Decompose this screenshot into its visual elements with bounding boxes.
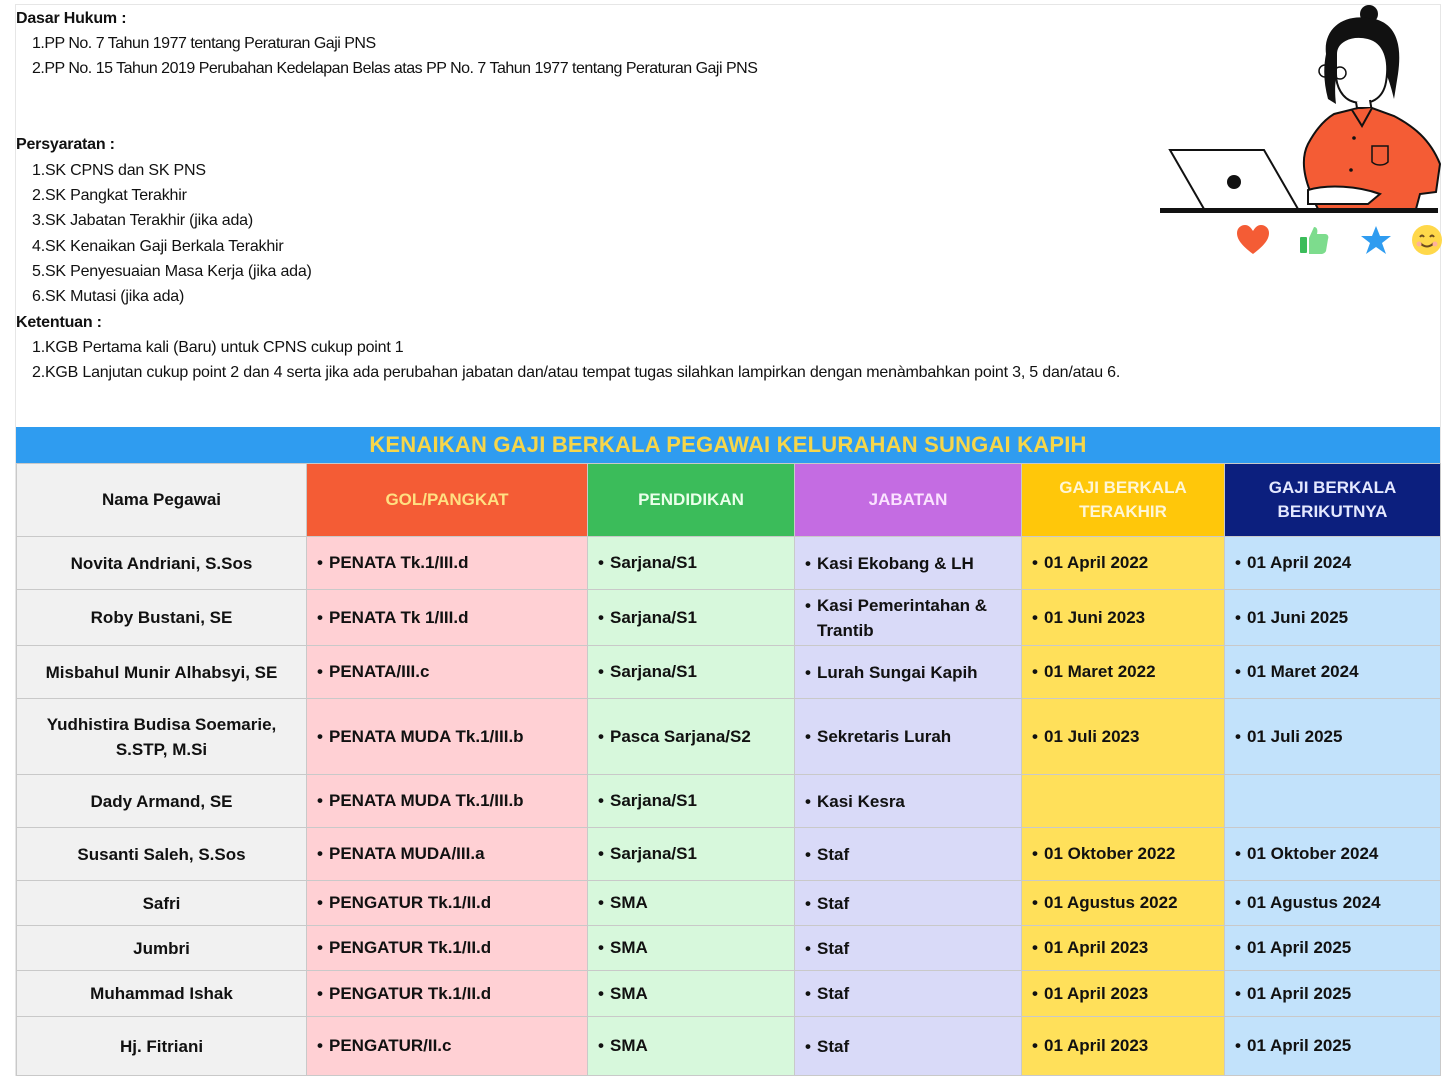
bullet-dot: • — [1032, 844, 1038, 863]
cell-gaji-berkala-terakhir — [1022, 646, 1225, 699]
cell-nama-pegawai: Yudhistira Budisa Soemarie, S.STP, M.Si — [17, 699, 307, 775]
cell-gaji-berkala-terakhir — [1022, 775, 1225, 828]
bullet-dot: • — [1235, 893, 1241, 912]
header-nama-pegawai: Nama Pegawai — [17, 464, 307, 537]
bullet-item — [598, 938, 784, 958]
bullet-dot: • — [1235, 983, 1241, 1003]
persyaratan-item: 3.SK Jabatan Terakhir (jika ada) — [32, 212, 253, 229]
bullet-item — [598, 844, 784, 864]
bullet-item — [1032, 608, 1214, 628]
cell-text: 01 April 2023 — [1044, 938, 1149, 957]
bullet-item — [317, 1036, 577, 1056]
bullet-dot: • — [805, 844, 811, 864]
cell-jabatan — [795, 699, 1022, 775]
bullet-item — [317, 727, 577, 747]
header-pendidikan: PENDIDIKAN — [588, 464, 795, 537]
cell-jabatan — [795, 828, 1022, 881]
bullet-item — [805, 891, 1011, 916]
bullet-item — [805, 660, 1011, 685]
reactions-bar — [1236, 224, 1446, 258]
cell-text: SMA — [610, 1036, 648, 1055]
cell-nama-pegawai: Hj. Fitriani — [17, 1017, 307, 1076]
bullet-item — [1235, 553, 1430, 573]
bullet-item — [598, 608, 784, 628]
bullet-dot: • — [805, 553, 811, 573]
cell-jabatan — [795, 646, 1022, 699]
cell-gol-pangkat — [307, 590, 588, 646]
cell-gol-pangkat — [307, 971, 588, 1017]
table-row — [17, 971, 1441, 1017]
cell-text: 01 April 2025 — [1247, 938, 1352, 957]
cell-text: 01 Oktober 2024 — [1247, 844, 1379, 863]
cell-gaji-berkala-berikutnya — [1225, 590, 1441, 646]
bullet-dot: • — [805, 727, 811, 746]
bullet-dot: • — [805, 984, 811, 1003]
table-row — [17, 881, 1441, 926]
cell-text: Kasi Ekobang & LH — [817, 553, 974, 573]
ketentuan-item: 2.KGB Lanjutan cukup point 2 dan 4 serta jika ada perubahan jabatan dan/atau tempat tugas silahkan lampirkan dengan menàmbahkan point 3, 5 dan/atau 6. — [32, 364, 1121, 381]
bullet-item — [1032, 727, 1214, 747]
header-jabatan: JABATAN — [795, 464, 1022, 537]
cell-gaji-berkala-terakhir — [1022, 881, 1225, 926]
bullet-item — [317, 984, 577, 1004]
bullet-dot: • — [1235, 1036, 1241, 1055]
cell-gol-pangkat — [307, 646, 588, 699]
cell-text: 01 April 2025 — [1247, 983, 1352, 1003]
cell-text: Kasi Pemerintahan & Trantib — [817, 595, 988, 640]
header-gaji-berkala-terakhir: GAJI BERKALA TERAKHIR — [1022, 464, 1225, 537]
cell-gol-pangkat — [307, 775, 588, 828]
persyaratan-item: 6.SK Mutasi (jika ada) — [32, 288, 185, 305]
bullet-item — [1235, 984, 1430, 1004]
cell-nama-pegawai: Misbahul Munir Alhabsyi, SE — [17, 646, 307, 699]
bullet-dot: • — [598, 1036, 604, 1055]
cell-pendidikan — [588, 646, 795, 699]
cell-text: PENATA MUDA Tk.1/III.b — [329, 726, 524, 746]
table-body — [17, 537, 1441, 1076]
cell-pendidikan — [588, 828, 795, 881]
bullet-dot: • — [598, 553, 604, 572]
bullet-item — [1235, 893, 1430, 913]
cell-text: 01 Juni 2025 — [1247, 607, 1349, 627]
cell-text: PENATA MUDA/III.a — [329, 844, 485, 863]
bullet-item — [317, 791, 577, 811]
cell-text: Pasca Sarjana/S2 — [610, 726, 751, 746]
persyaratan-item: 4.SK Kenaikan Gaji Berkala Terakhir — [32, 238, 284, 255]
heart-icon — [1236, 224, 1270, 263]
cell-pendidikan — [588, 881, 795, 926]
cell-gaji-berkala-berikutnya — [1225, 699, 1441, 775]
cell-text: PENGATUR Tk.1/II.d — [329, 983, 492, 1003]
bullet-item — [598, 984, 784, 1004]
cell-pendidikan — [588, 775, 795, 828]
cell-pendidikan — [588, 699, 795, 775]
cell-text: 01 April 2024 — [1247, 553, 1352, 572]
cell-jabatan — [795, 971, 1022, 1017]
cell-nama-pegawai: Dady Armand, SE — [17, 775, 307, 828]
cell-pendidikan — [588, 1017, 795, 1076]
cell-text: 01 April 2023 — [1044, 1036, 1149, 1055]
bullet-dot: • — [317, 553, 323, 572]
bullet-dot: • — [1235, 844, 1241, 863]
dasar-hukum-item: 2.PP No. 15 Tahun 2019 Perubahan Kedelapan Belas atas PP No. 7 Tahun 1977 tentang Peraturan Gaji PNS — [32, 60, 758, 77]
cell-text: 01 Agustus 2022 — [1044, 893, 1178, 912]
table-row — [17, 775, 1441, 828]
cell-text: 01 April 2023 — [1044, 983, 1149, 1003]
cell-text: Sekretaris Lurah — [817, 727, 952, 746]
bullet-dot: • — [598, 893, 604, 912]
cell-text: SMA — [610, 938, 648, 957]
cell-gaji-berkala-berikutnya — [1225, 828, 1441, 881]
cell-gaji-berkala-terakhir — [1022, 971, 1225, 1017]
cell-text: Sarjana/S1 — [610, 791, 697, 810]
cell-text: PENATA/III.c — [329, 662, 430, 681]
bullet-item — [598, 791, 784, 811]
cell-gaji-berkala-berikutnya — [1225, 775, 1441, 828]
table-title: KENAIKAN GAJI BERKALA PEGAWAI KELURAHAN SUNGAI KAPIH — [16, 427, 1440, 463]
bullet-dot: • — [805, 1036, 811, 1056]
cell-text: PENGATUR Tk.1/II.d — [329, 938, 492, 957]
bullet-item — [598, 662, 784, 682]
cell-gaji-berkala-terakhir — [1022, 926, 1225, 971]
thumbs-up-icon — [1298, 224, 1330, 263]
cell-text: 01 April 2025 — [1247, 1036, 1352, 1055]
bullet-dot: • — [317, 726, 323, 746]
bullet-item — [1032, 844, 1214, 864]
bullet-dot: • — [598, 607, 604, 627]
bullet-dot: • — [317, 844, 323, 863]
cell-text: Sarjana/S1 — [610, 844, 697, 863]
bullet-dot: • — [1032, 893, 1038, 912]
cell-text: 01 Maret 2022 — [1044, 662, 1156, 681]
bullet-item — [1032, 893, 1214, 913]
bullet-item — [1235, 727, 1430, 747]
bullet-item — [317, 553, 577, 573]
bullet-dot: • — [317, 893, 323, 912]
persyaratan-item: 5.SK Penyesuaian Masa Kerja (jika ada) — [32, 263, 312, 280]
bullet-item — [598, 727, 784, 747]
table-row — [17, 926, 1441, 971]
cell-gaji-berkala-terakhir — [1022, 537, 1225, 590]
bullet-item — [805, 789, 1011, 814]
bullet-item — [1032, 938, 1214, 958]
header-gol-pangkat: GOL/PANGKAT — [307, 464, 588, 537]
cell-jabatan — [795, 881, 1022, 926]
cell-gaji-berkala-berikutnya — [1225, 537, 1441, 590]
bullet-item — [1235, 608, 1430, 628]
cell-gaji-berkala-berikutnya — [1225, 971, 1441, 1017]
bullet-dot: • — [1032, 726, 1038, 746]
bullet-dot: • — [1032, 553, 1038, 572]
bullet-item — [1032, 662, 1214, 682]
table-row — [17, 646, 1441, 699]
bullet-dot: • — [317, 607, 323, 627]
cell-jabatan — [795, 537, 1022, 590]
star-icon — [1360, 224, 1392, 263]
bullet-dot: • — [805, 662, 811, 682]
cell-text: 01 Oktober 2022 — [1044, 844, 1176, 863]
cell-nama-pegawai: Jumbri — [17, 926, 307, 971]
bullet-dot: • — [598, 791, 604, 810]
cell-text: SMA — [610, 893, 648, 912]
cell-text: PENATA Tk 1/III.d — [329, 607, 469, 627]
bullet-dot: • — [1032, 983, 1038, 1003]
cell-jabatan — [795, 590, 1022, 646]
cell-text: 01 Juni 2023 — [1044, 607, 1146, 627]
bullet-item — [805, 593, 1011, 643]
bullet-dot: • — [805, 595, 811, 615]
cell-gaji-berkala-terakhir — [1022, 1017, 1225, 1076]
bullet-dot: • — [805, 893, 811, 913]
cell-text: Sarjana/S1 — [610, 553, 697, 572]
bullet-dot: • — [1235, 726, 1241, 746]
cell-text: Sarjana/S1 — [610, 607, 697, 627]
cell-nama-pegawai: Muhammad Ishak — [17, 971, 307, 1017]
cell-gol-pangkat — [307, 1017, 588, 1076]
cell-text: Staf — [817, 1036, 850, 1056]
bullet-dot: • — [1032, 607, 1038, 627]
bullet-item — [1235, 1036, 1430, 1056]
cell-text: Staf — [817, 984, 850, 1003]
cell-jabatan — [795, 1017, 1022, 1076]
bullet-dot: • — [598, 938, 604, 957]
bullet-item — [317, 662, 577, 682]
cell-gol-pangkat — [307, 699, 588, 775]
ketentuan-title: Ketentuan : — [16, 314, 102, 331]
table-row — [17, 590, 1441, 646]
cell-gaji-berkala-berikutnya — [1225, 646, 1441, 699]
bullet-item — [317, 844, 577, 864]
bullet-item — [1235, 938, 1430, 958]
bullet-item — [805, 551, 1011, 576]
bullet-dot: • — [317, 938, 323, 957]
cell-text: 01 Juli 2023 — [1044, 726, 1140, 746]
bullet-item — [598, 893, 784, 913]
cell-text: Staf — [817, 844, 850, 864]
cell-text: Lurah Sungai Kapih — [817, 662, 978, 682]
bullet-item — [1235, 844, 1430, 864]
bullet-item — [1032, 1036, 1214, 1056]
cell-text: Kasi Kesra — [817, 791, 905, 811]
cell-nama-pegawai: Novita Andriani, S.Sos — [17, 537, 307, 590]
bullet-item — [805, 842, 1011, 867]
bullet-dot: • — [1032, 662, 1038, 681]
dasar-hukum-item: 1.PP No. 7 Tahun 1977 tentang Peraturan Gaji PNS — [32, 35, 376, 52]
bullet-dot: • — [1235, 607, 1241, 627]
cell-gol-pangkat — [307, 537, 588, 590]
bullet-item — [598, 1036, 784, 1056]
cell-nama-pegawai: Roby Bustani, SE — [17, 590, 307, 646]
table-row — [17, 1017, 1441, 1076]
bullet-dot: • — [805, 791, 811, 811]
bullet-dot: • — [1235, 662, 1241, 681]
cell-jabatan — [795, 926, 1022, 971]
bullet-dot: • — [805, 938, 811, 958]
table-row — [17, 699, 1441, 775]
cell-text: Staf — [817, 893, 850, 913]
bullet-dot: • — [1235, 553, 1241, 572]
cell-pendidikan — [588, 590, 795, 646]
cell-text: PENGATUR Tk.1/II.d — [329, 893, 492, 912]
cell-text: PENATA Tk.1/III.d — [329, 553, 469, 572]
cell-text: Staf — [817, 938, 850, 958]
cell-nama-pegawai: Susanti Saleh, S.Sos — [17, 828, 307, 881]
bullet-dot: • — [1032, 938, 1038, 957]
cell-pendidikan — [588, 537, 795, 590]
bullet-item — [1032, 984, 1214, 1004]
cell-text: 01 Agustus 2024 — [1247, 893, 1381, 912]
cell-text: 01 Maret 2024 — [1247, 662, 1359, 681]
cell-gol-pangkat — [307, 828, 588, 881]
cell-gaji-berkala-terakhir — [1022, 699, 1225, 775]
cell-gaji-berkala-berikutnya — [1225, 926, 1441, 971]
bullet-item — [317, 608, 577, 628]
cell-text: Sarjana/S1 — [610, 662, 697, 681]
bullet-item — [805, 981, 1011, 1006]
bullet-dot: • — [598, 844, 604, 863]
smile-icon — [1411, 224, 1443, 263]
bullet-dot: • — [317, 791, 323, 810]
cell-gol-pangkat — [307, 926, 588, 971]
bullet-item — [598, 553, 784, 573]
bullet-dot: • — [598, 726, 604, 746]
bullet-item — [1032, 553, 1214, 573]
bullet-dot: • — [317, 1036, 323, 1055]
cell-text: 01 April 2022 — [1044, 553, 1149, 572]
ketentuan-item: 1.KGB Pertama kali (Baru) untuk CPNS cukup point 1 — [32, 339, 404, 356]
cell-gaji-berkala-berikutnya — [1225, 881, 1441, 926]
dasar-hukum-title: Dasar Hukum : — [16, 10, 127, 27]
bullet-item — [1235, 662, 1430, 682]
header-gaji-berkala-berikutnya: GAJI BERKALA BERIKUTNYA — [1225, 464, 1441, 537]
table-row — [17, 828, 1441, 881]
bullet-dot: • — [1032, 1036, 1038, 1055]
bullet-dot: • — [598, 983, 604, 1003]
table-row — [17, 537, 1441, 590]
bullet-item — [805, 724, 1011, 749]
bullet-dot: • — [317, 662, 323, 681]
cell-nama-pegawai: Safri — [17, 881, 307, 926]
cell-gaji-berkala-terakhir — [1022, 590, 1225, 646]
bullet-item — [317, 938, 577, 958]
bullet-item — [805, 936, 1011, 961]
bullet-dot: • — [598, 662, 604, 681]
persyaratan-title: Persyaratan : — [16, 136, 115, 153]
bullet-item — [805, 1034, 1011, 1059]
cell-text: PENGATUR/II.c — [329, 1036, 452, 1055]
cell-gol-pangkat — [307, 881, 588, 926]
cell-jabatan — [795, 775, 1022, 828]
cell-gaji-berkala-berikutnya — [1225, 1017, 1441, 1076]
persyaratan-item: 2.SK Pangkat Terakhir — [32, 187, 187, 204]
cell-pendidikan — [588, 971, 795, 1017]
table-header-row — [17, 464, 1441, 537]
cell-gaji-berkala-terakhir — [1022, 828, 1225, 881]
bullet-dot: • — [1235, 938, 1241, 957]
persyaratan-item: 1.SK CPNS dan SK PNS — [32, 162, 206, 179]
bullet-dot: • — [317, 983, 323, 1003]
bullet-item — [317, 893, 577, 913]
kgb-table — [16, 463, 1441, 1076]
cell-pendidikan — [588, 926, 795, 971]
cell-text: SMA — [610, 983, 648, 1003]
cell-text: 01 Juli 2025 — [1247, 726, 1343, 746]
cell-text: PENATA MUDA Tk.1/III.b — [329, 791, 524, 810]
